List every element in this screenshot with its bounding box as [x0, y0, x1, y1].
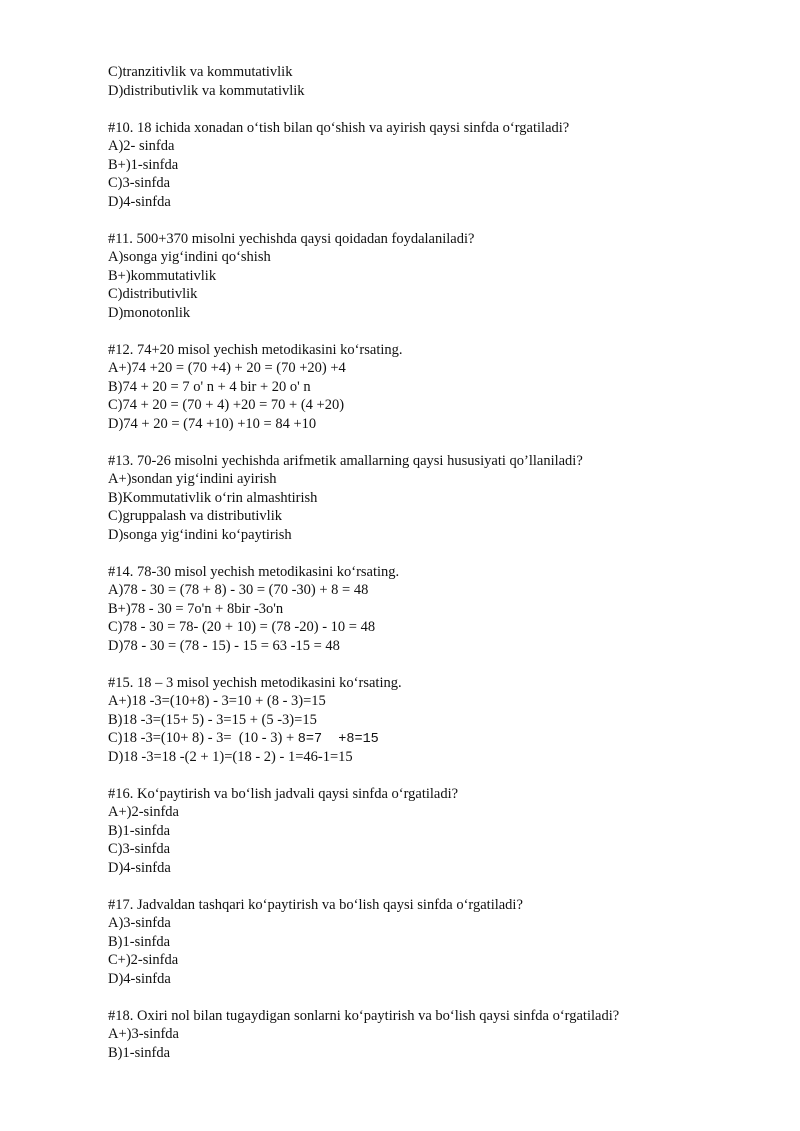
- question-text: #13. 70-26 misolni yechishda arifmetik amallarning qaysi hususiyati qo’llaniladi?: [108, 452, 583, 469]
- answer-option: A)3-sinfda: [108, 915, 171, 931]
- answer-option: C)gruppalash va distributivlik: [108, 508, 282, 524]
- answer-option: A+)2-sinfda: [108, 804, 179, 820]
- answer-option: C)tranzitivlik va kommutativlik: [108, 64, 293, 80]
- previous-question-tail: [108, 63, 768, 100]
- answer-option: C)3-sinfda: [108, 175, 171, 191]
- question-text: #15. 18 – 3 misol yechish metodikasini ko‘rsating.: [108, 674, 402, 691]
- answer-option: C)distributivlik: [108, 286, 198, 302]
- answer-option: B)18 -3=(15+ 5) - 3=15 + (5 -3)=15: [108, 711, 317, 728]
- answer-option: D)74 + 20 = (74 +10) +10 = 84 +10: [108, 415, 317, 432]
- answer-option: B)1-sinfda: [108, 1044, 171, 1061]
- answer-option: D)distributivlik va kommutativlik: [108, 82, 305, 99]
- answer-option: D)songa yig‘indini ko‘paytirish: [108, 526, 292, 543]
- answer-option: B)Kommutativlik o‘rin almashtirish: [108, 489, 318, 506]
- answer-option: D)4-sinfda: [108, 859, 171, 876]
- answer-option: A+)3-sinfda: [108, 1026, 179, 1042]
- question-text: #14. 78-30 misol yechish metodikasini ko‘rsating.: [108, 563, 400, 580]
- question-13: [108, 452, 768, 545]
- answer-option: B)1-sinfda: [108, 822, 171, 839]
- question-text: #18. Oxiri nol bilan tugaydigan sonlarni ko‘paytirish va bo‘lish qaysi sinfda o‘rgatiladi?: [108, 1007, 620, 1024]
- answer-option: B+)1-sinfda: [108, 156, 179, 173]
- answer-option: C)74 + 20 = (70 + 4) +20 = 70 + (4 +20): [108, 397, 345, 413]
- question-text: #12. 74+20 misol yechish metodikasini ko‘rsating.: [108, 341, 403, 358]
- document-page: [108, 63, 768, 1062]
- question-15: [108, 674, 768, 767]
- answer-option: C+)2-sinfda: [108, 952, 179, 968]
- question-14: [108, 563, 768, 656]
- answer-option: A)78 - 30 = (78 + 8) - 30 = (70 -30) + 8 = 48: [108, 582, 369, 598]
- question-11: [108, 230, 768, 323]
- answer-option: B+)kommutativlik: [108, 267, 217, 284]
- answer-option: B)1-sinfda: [108, 933, 171, 950]
- answer-option: D)78 - 30 = (78 - 15) - 15 = 63 -15 = 48: [108, 637, 340, 654]
- answer-option: D)monotonlik: [108, 304, 191, 321]
- question-12: [108, 341, 768, 434]
- question-16: [108, 785, 768, 878]
- answer-option: A+)sondan yig‘indini ayirish: [108, 471, 277, 487]
- answer-option: D)4-sinfda: [108, 193, 171, 210]
- question-text: #17. Jadvaldan tashqari ko‘paytirish va bo‘lish qaysi sinfda o‘rgatiladi?: [108, 896, 523, 913]
- question-text: #11. 500+370 misolni yechishda qaysi qoidadan foydalaniladi?: [108, 230, 475, 247]
- answer-option: C)78 - 30 = 78- (20 + 10) = (78 -20) - 10 = 48: [108, 619, 376, 635]
- answer-option: A+)74 +20 = (70 +4) + 20 = (70 +20) +4: [108, 360, 346, 376]
- question-17: [108, 896, 768, 989]
- answer-option: D)4-sinfda: [108, 970, 171, 987]
- answer-option: A)2- sinfda: [108, 138, 175, 154]
- answer-option: B+)78 - 30 = 7o'n + 8bir -3o'n: [108, 600, 284, 617]
- answer-option: [108, 729, 768, 748]
- answer-option: A+)18 -3=(10+8) - 3=10 + (8 - 3)=15: [108, 693, 326, 709]
- question-text: #10. 18 ichida xonadan o‘tish bilan qo‘shish va ayirish qaysi sinfda o‘rgatiladi?: [108, 119, 570, 136]
- question-10: [108, 119, 768, 212]
- answer-option: B)74 + 20 = 7 o' n + 4 bir + 20 o' n: [108, 378, 311, 395]
- answer-option: C)3-sinfda: [108, 841, 171, 857]
- answer-option: D)18 -3=18 -(2 + 1)=(18 - 2) - 1=46-1=15: [108, 748, 353, 765]
- question-18: [108, 1007, 768, 1063]
- answer-option-mono-tail: 8=7 +8=15: [297, 732, 379, 747]
- answer-option-main: C)18 -3=(10+ 8) - 3= (10 - 3) +: [108, 730, 298, 746]
- answer-option: A)songa yig‘indini qo‘shish: [108, 249, 271, 265]
- question-text: #16. Ko‘paytirish va bo‘lish jadvali qaysi sinfda o‘rgatiladi?: [108, 785, 459, 802]
